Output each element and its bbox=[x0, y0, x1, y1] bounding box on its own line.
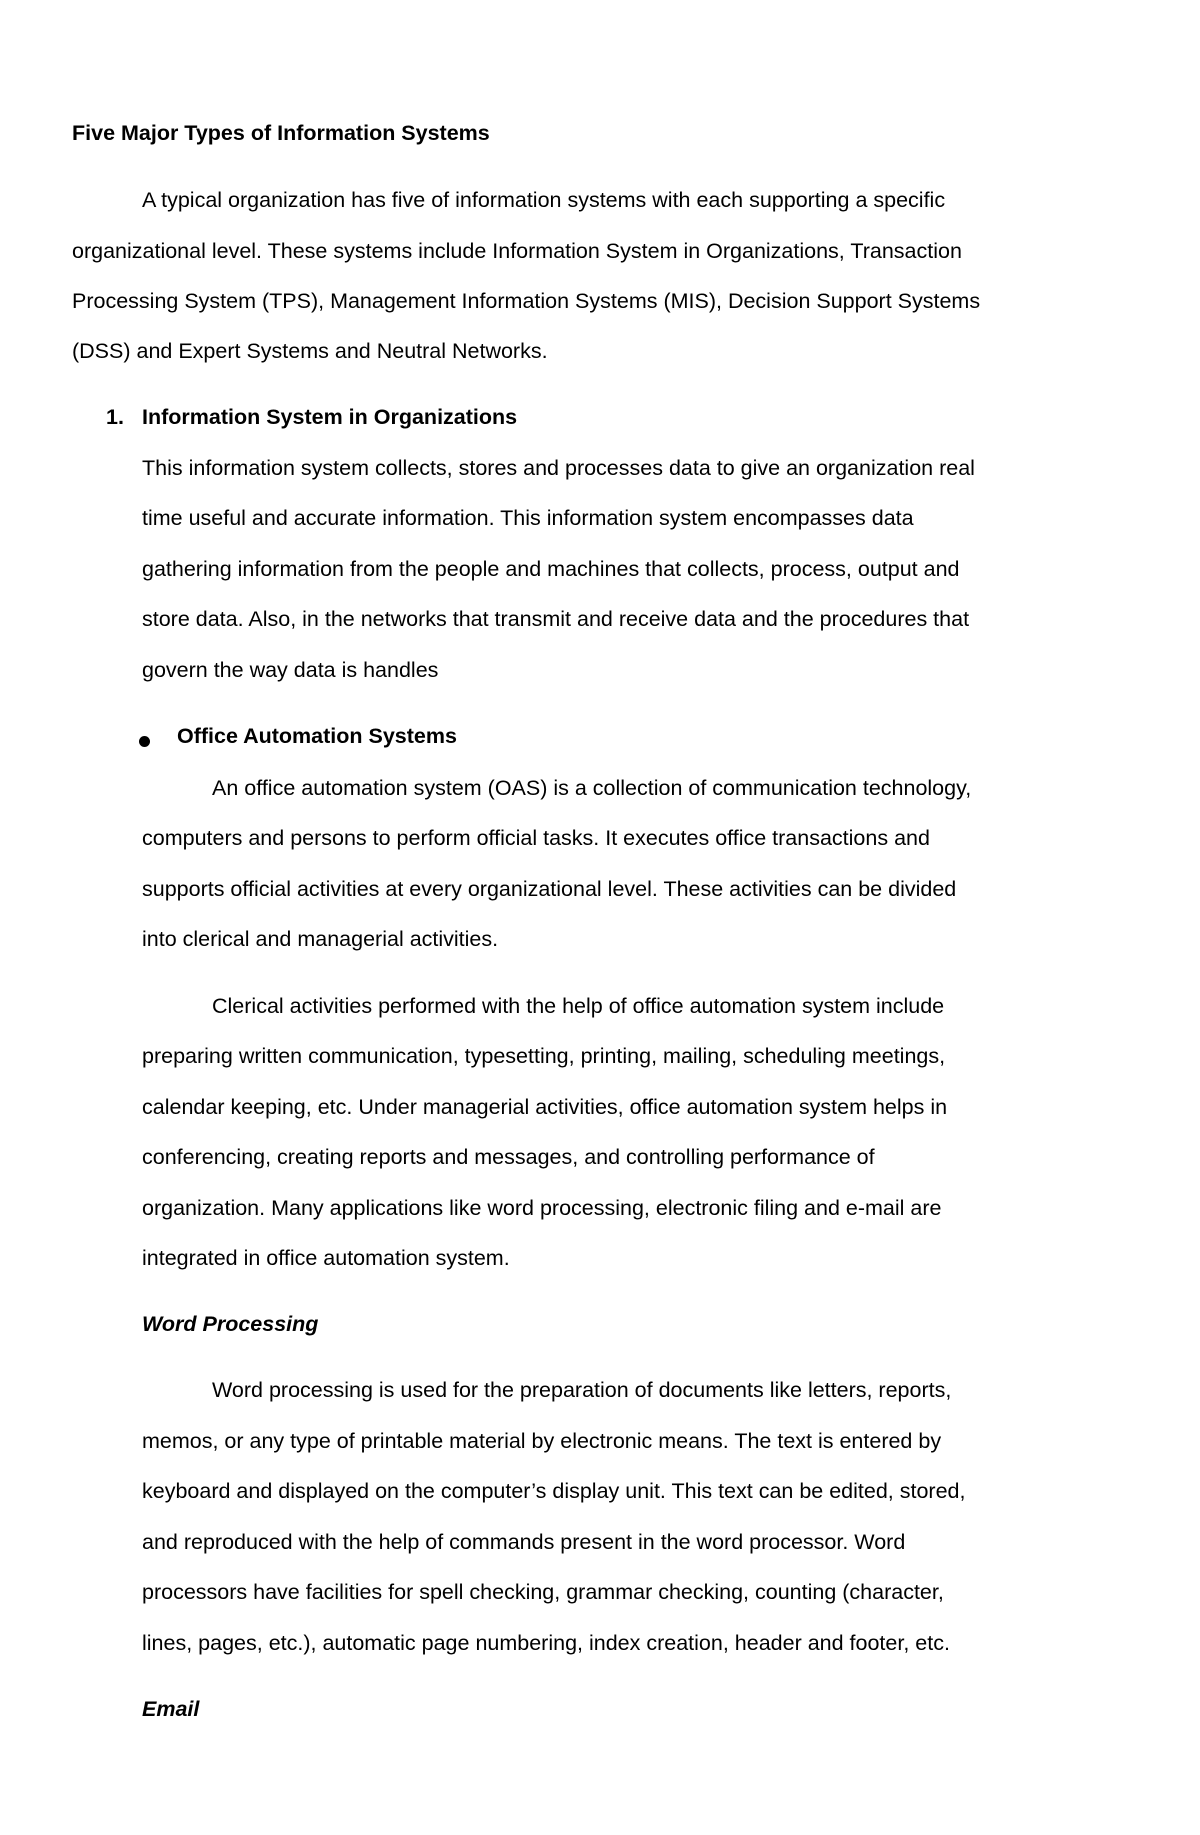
bullet-icon bbox=[139, 736, 150, 747]
section-line: gathering information from the people and machines that collects, process, output and bbox=[142, 557, 960, 581]
word-processing-line: lines, pages, etc.), automatic page numbering, index creation, header and footer, etc. bbox=[142, 1631, 950, 1655]
document-title: Five Major Types of Information Systems bbox=[72, 121, 490, 145]
section-line: This information system collects, stores and processes data to give an organization real bbox=[142, 456, 975, 480]
section-heading: Information System in Organizations bbox=[142, 405, 518, 429]
section-line: govern the way data is handles bbox=[142, 658, 439, 682]
oas-line: organization. Many applications like word processing, electronic filing and e-mail are bbox=[142, 1196, 942, 1220]
oas-line: integrated in office automation system. bbox=[142, 1246, 510, 1270]
word-processing-heading: Word Processing bbox=[142, 1312, 319, 1336]
intro-line: A typical organization has five of information systems with each supporting a specific bbox=[142, 188, 946, 212]
section-line: store data. Also, in the networks that transmit and receive data and the procedures that bbox=[142, 607, 970, 631]
word-processing-line: keyboard and displayed on the computer’s display unit. This text can be edited, stored, bbox=[142, 1479, 966, 1503]
word-processing-line: Word processing is used for the preparation of documents like letters, reports, bbox=[212, 1378, 952, 1402]
oas-line: into clerical and managerial activities. bbox=[142, 927, 499, 951]
oas-line: preparing written communication, typesetting, printing, mailing, scheduling meetings, bbox=[142, 1044, 946, 1068]
section-number: 1. bbox=[106, 405, 124, 429]
section-line: time useful and accurate information. This information system encompasses data bbox=[142, 506, 914, 530]
oas-line: An office automation system (OAS) is a collection of communication technology, bbox=[212, 776, 972, 800]
oas-line: supports official activities at every organizational level. These activities can be divided bbox=[142, 877, 957, 901]
oas-line: Clerical activities performed with the help of office automation system include bbox=[212, 994, 945, 1018]
oas-heading: Office Automation Systems bbox=[177, 724, 457, 748]
word-processing-line: memos, or any type of printable material by electronic means. The text is entered by bbox=[142, 1429, 942, 1453]
intro-line: (DSS) and Expert Systems and Neutral Networks. bbox=[72, 339, 548, 363]
word-processing-line: and reproduced with the help of commands present in the word processor. Word bbox=[142, 1530, 906, 1554]
word-processing-line: processors have facilities for spell checking, grammar checking, counting (character, bbox=[142, 1580, 944, 1604]
oas-line: calendar keeping, etc. Under managerial activities, office automation system helps in bbox=[142, 1095, 948, 1119]
intro-line: Processing System (TPS), Management Information Systems (MIS), Decision Support Systems bbox=[72, 289, 981, 313]
email-heading: Email bbox=[142, 1697, 200, 1721]
oas-line: conferencing, creating reports and messages, and controlling performance of bbox=[142, 1145, 875, 1169]
oas-line: computers and persons to perform official tasks. It executes office transactions and bbox=[142, 826, 930, 850]
intro-line: organizational level. These systems include Information System in Organizations, Transaction bbox=[72, 239, 962, 263]
